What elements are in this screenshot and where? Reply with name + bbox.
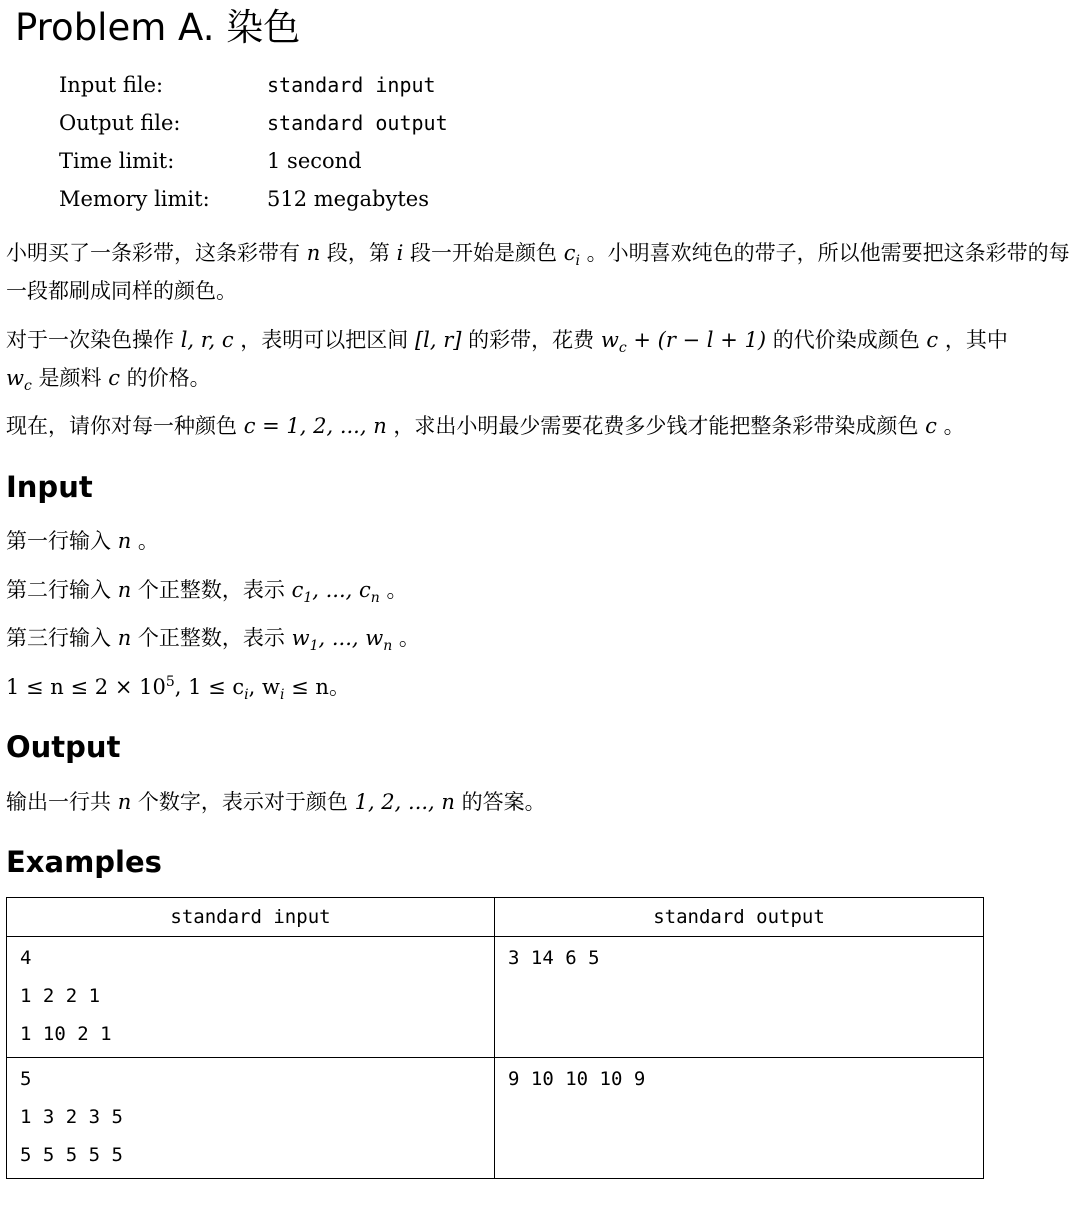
examples-col-input: standard input — [7, 898, 495, 937]
example-output-cell — [495, 1058, 984, 1179]
text: ，其中 — [944, 328, 1008, 352]
text: ，求出小明最少需要花费多少钱才能把整条彩带染成颜色 — [393, 414, 919, 438]
text: 。 — [398, 626, 420, 650]
example-row — [7, 1058, 984, 1179]
text: 是颜料 — [38, 366, 102, 390]
meta-row-memory-limit — [59, 180, 448, 218]
output-heading: Output — [6, 730, 121, 764]
math-var: n — [117, 626, 132, 650]
examples-table — [6, 897, 984, 1179]
examples-header-row — [7, 898, 984, 937]
math-var: n — [306, 241, 321, 265]
text: 的代价染成颜色 — [772, 328, 920, 352]
text: 。 — [386, 578, 408, 602]
input-line-2 — [6, 571, 1082, 609]
math-expr: [l, r] — [414, 328, 462, 352]
text: 。 — [328, 675, 350, 699]
math-subscript: c — [618, 340, 627, 357]
text: 输出一行共 — [6, 790, 111, 814]
math-superscript: 5 — [165, 674, 175, 690]
limits-table — [59, 66, 448, 218]
math-var — [6, 366, 32, 395]
math-expr — [291, 578, 380, 607]
math-base: w — [600, 328, 619, 352]
text: 第一行输入 — [6, 529, 111, 553]
math-var: c — [925, 414, 937, 438]
examples-heading: Examples — [6, 845, 162, 879]
meta-label: Time limit: — [59, 149, 175, 173]
math-expr — [6, 674, 329, 704]
math-base: w — [6, 366, 24, 390]
constraints-line — [6, 668, 1082, 706]
math-subscript: 1 — [303, 590, 313, 607]
math-expr: c = 1, 2, ..., n — [243, 414, 387, 438]
example-input-text[interactable]: 5 1 3 2 3 5 5 5 5 5 5 — [20, 1068, 123, 1166]
problem-title: Problem A. 染色 — [15, 6, 301, 49]
math-expr: l, r, c — [180, 328, 234, 352]
math-expr — [291, 626, 393, 655]
math-subscript: 1 — [309, 638, 319, 655]
meta-label: Memory limit: — [59, 187, 210, 211]
math-rest: , ..., w — [318, 626, 384, 650]
meta-value: standard input — [267, 73, 436, 97]
math-subscript: i — [575, 253, 580, 270]
math-var — [563, 241, 580, 270]
input-line-3 — [6, 619, 1082, 657]
text: 对于一次染色操作 — [6, 328, 174, 352]
math-var: i — [396, 241, 404, 265]
math-var: n — [117, 578, 132, 602]
text: 第三行输入 — [6, 626, 111, 650]
math-var: c — [108, 366, 120, 390]
math-base: c — [291, 578, 304, 602]
math-rest: + (r − l + 1) — [626, 328, 767, 352]
statement-paragraph-2 — [6, 321, 1082, 397]
example-input-cell — [7, 937, 495, 1058]
math-subscript: i — [279, 687, 285, 704]
text: 个正整数，表示 — [137, 626, 285, 650]
text: 第二行输入 — [6, 578, 111, 602]
text: 。 — [137, 529, 159, 553]
text: 的彩带，花费 — [468, 328, 595, 352]
text: 现在，请你对每一种颜色 — [6, 414, 237, 438]
math-part: ≤ n — [284, 675, 329, 699]
meta-value: standard output — [267, 111, 448, 135]
meta-row-output-file — [59, 104, 448, 142]
math-subscript: n — [383, 638, 393, 655]
examples-col-output: standard output — [495, 898, 984, 937]
text: 段一开始是颜色 — [410, 241, 557, 265]
example-row — [7, 937, 984, 1058]
statement-paragraph-3 — [6, 407, 1082, 445]
math-subscript: i — [244, 687, 249, 704]
input-heading: Input — [6, 470, 93, 504]
text: 小明买了一条彩带，这条彩带有 — [6, 241, 300, 265]
math-var: n — [117, 790, 132, 814]
example-input-cell — [7, 1058, 495, 1179]
math-base: c — [563, 241, 576, 265]
meta-value: 512 megabytes — [267, 187, 430, 211]
meta-value: 1 second — [267, 149, 362, 173]
math-rest: , ..., c — [312, 578, 371, 602]
text: 个数字，表示对于颜色 — [137, 790, 348, 814]
example-output-cell — [495, 937, 984, 1058]
example-input-text[interactable]: 4 1 2 2 1 1 10 2 1 — [20, 947, 112, 1045]
text: 的价格。 — [126, 366, 211, 390]
math-part: 1 ≤ n ≤ 2 × 10 — [6, 675, 166, 699]
math-expr — [600, 328, 767, 357]
math-part: , 1 ≤ c — [174, 675, 245, 699]
meta-row-time-limit — [59, 142, 448, 180]
meta-label: Input file: — [59, 73, 164, 97]
text: ，表明可以把区间 — [240, 328, 409, 352]
math-var: n — [117, 529, 132, 553]
text: 。 — [943, 414, 965, 438]
statement-paragraph-1 — [6, 234, 1082, 310]
math-base: w — [291, 626, 310, 650]
text: 的答案。 — [461, 790, 546, 814]
output-line — [6, 783, 1082, 821]
math-subscript: n — [370, 590, 380, 607]
meta-row-input-file — [59, 66, 448, 104]
text: 段，第 — [326, 241, 390, 265]
math-var: c — [926, 328, 939, 352]
text: 个正整数，表示 — [137, 578, 285, 602]
example-output-text[interactable]: 9 10 10 10 9 — [508, 1068, 646, 1090]
text: 。小明喜欢纯色的带子，所以他需要把这条彩带的每一段都刷成同样的颜色。 — [6, 241, 1070, 303]
math-expr: 1, 2, ..., n — [354, 790, 455, 814]
meta-label: Output file: — [59, 111, 181, 135]
math-subscript: c — [23, 378, 32, 395]
math-part: , w — [248, 675, 280, 699]
input-line-1 — [6, 522, 1082, 560]
example-output-text[interactable]: 3 14 6 5 — [508, 947, 600, 969]
